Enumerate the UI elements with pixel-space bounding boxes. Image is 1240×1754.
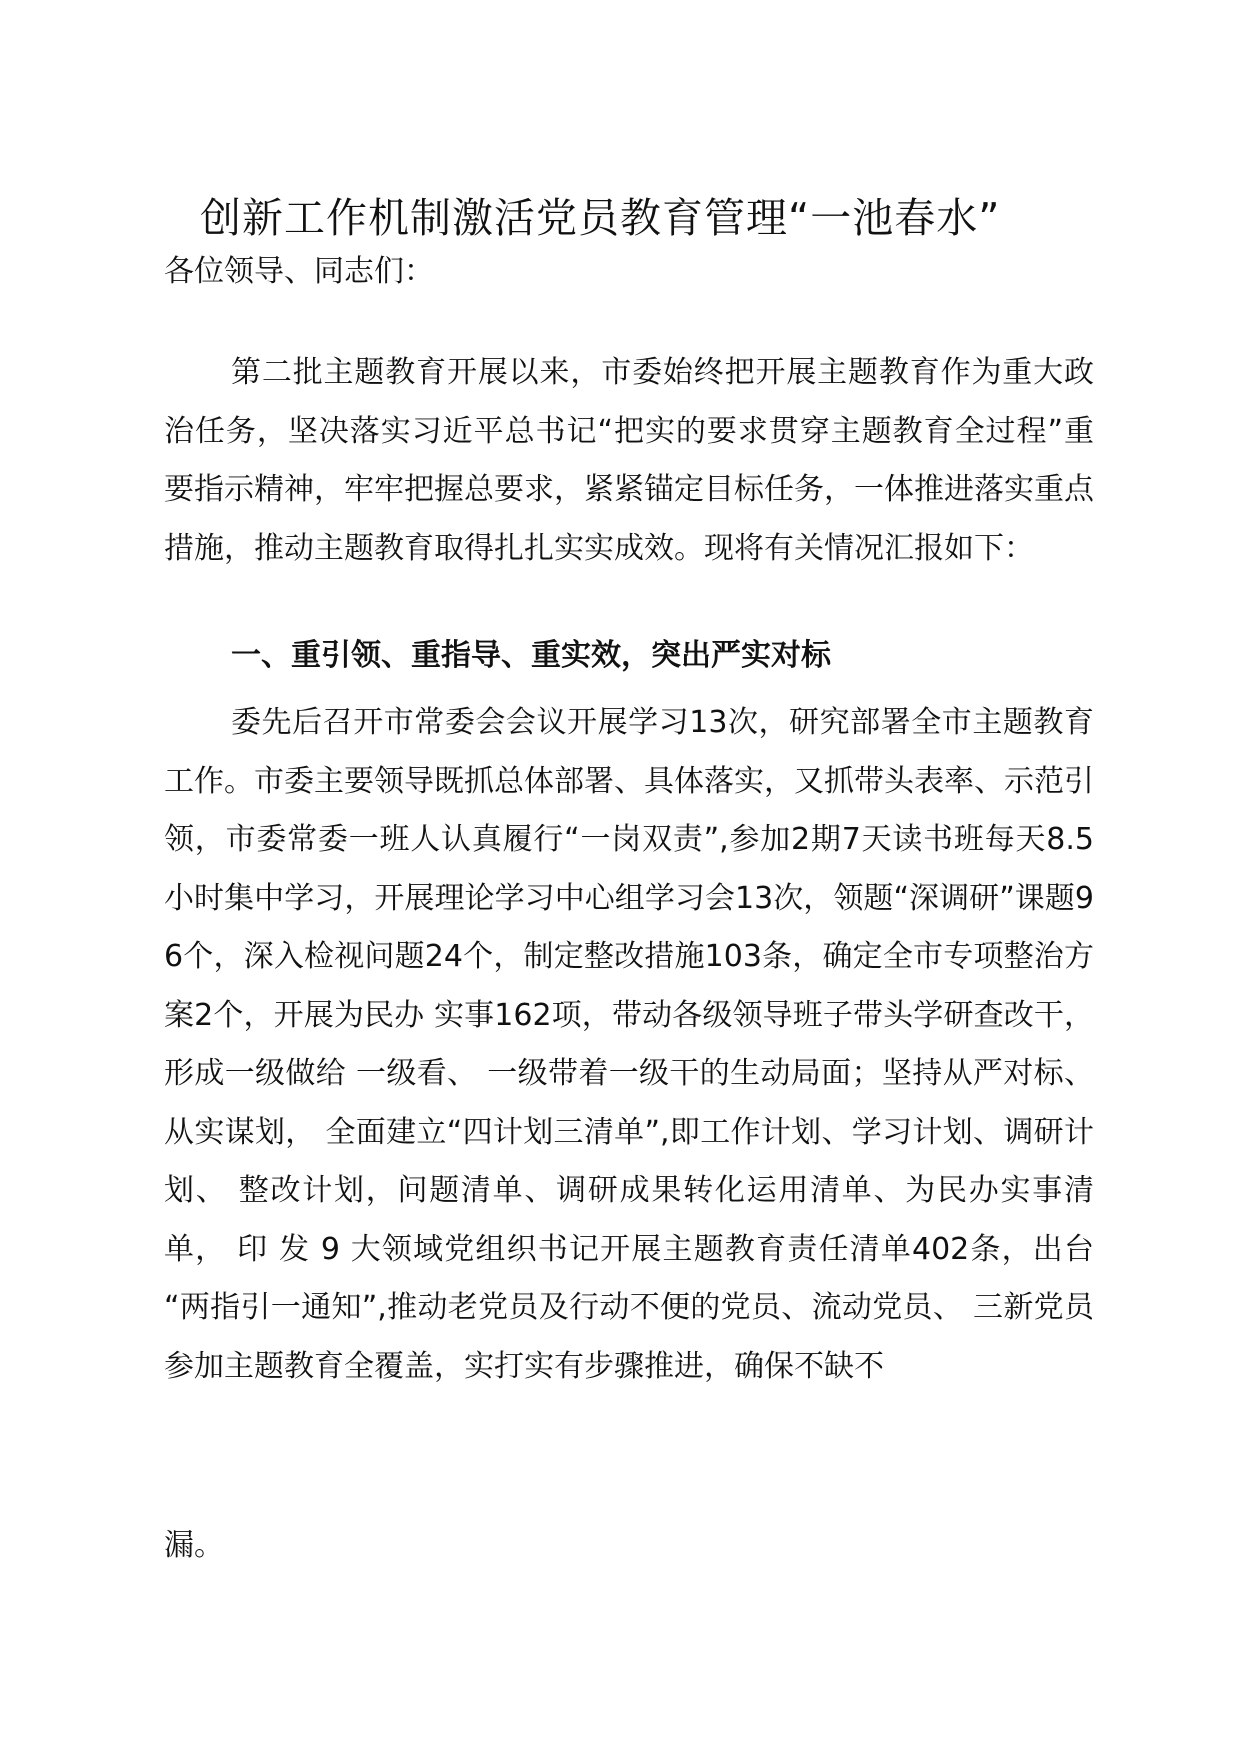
- salutation: 各位领导、同志们：: [164, 254, 434, 289]
- document-title: 创新工作机制激活党员教育管理“一池春水”: [200, 194, 1001, 242]
- section-heading: 一、重引领、重指导、重实效，突出严实对标: [231, 638, 831, 673]
- body-paragraph: 委先后召开市常委会会议开展学习13次，研究部署全市主题教育工作。市委主要领导既抓总体部署、具体落实，又抓带头表率、示范引领，市委常委一班人认真履行“一岗双责”,参加2期7天读书班每天8.5小时集中学习，开展理论学习中心组学习会13次，领题“深调研”课题96个，深入检视问题24个，制定整改措施103条，确定全市专项整治方案2个，开展为民办 实事162项，带动各级领导班子带头学研查改干，形成一级做给 一级看、 一级带着一级干的生动局面；坚持从严对标、从实谋划， 全面建立“四计划三清单”,即工作计划、学习计划、调研计划、 整改计划，问题清单、调研成果转化运用清单、为民办实事清单， 印 发 9 大领域党组织书记开展主题教育责任清单402条，出台 “两指引一通知”,推动老党员及行动不便的党员、流动党员、 三新党员参加主题教育全覆盖，实打实有步骤推进，确保不缺不: [164, 705, 1094, 1384]
- intro-paragraph: 第二批主题教育开展以来，市委始终把开展主题教育作为重大政治任务，坚决落实习近平总书记“把实的要求贯穿主题教育全过程”重要指示精神，牢牢把握总要求，紧紧锚定目标任务，一体推进落实重点措施，推动主题教育取得扎扎实实成效。现将有关情况汇报如下：: [164, 355, 1094, 566]
- body-paragraph-tail: 漏。: [164, 1528, 224, 1563]
